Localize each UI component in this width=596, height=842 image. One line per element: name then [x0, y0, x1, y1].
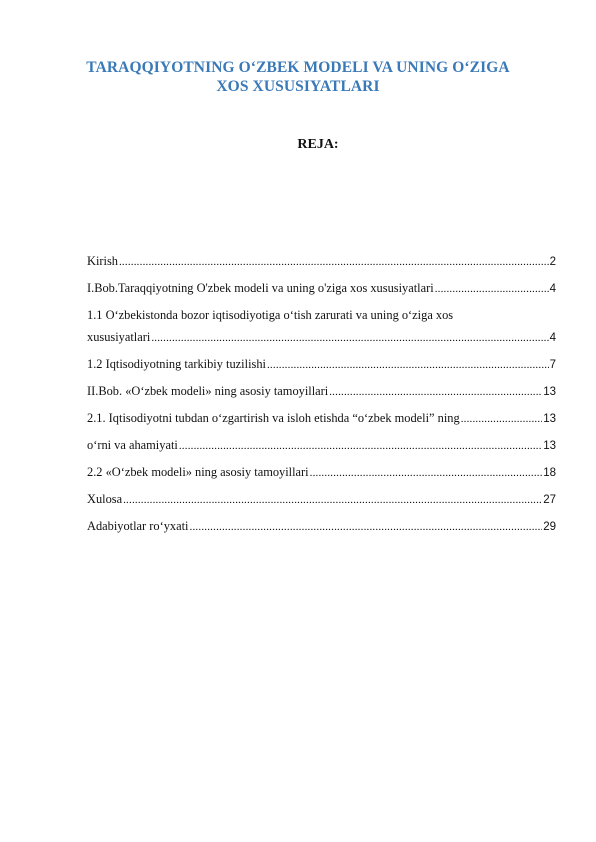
toc-entry-text: 2.1. Iqtisodiyotni tubdan o‘zgartirish va isloh etishda “o‘zbek modeli” ning [87, 411, 460, 425]
toc-entry-xulosa[interactable] [87, 491, 556, 507]
toc-entry-text: xususiyatlari [87, 330, 151, 344]
toc-dot-leader [329, 384, 542, 399]
toc-entry-2-2[interactable] [87, 464, 556, 480]
toc-entry-2-1[interactable] [87, 410, 556, 426]
toc-dot-leader [123, 492, 542, 507]
toc-page-number: 13 [543, 413, 556, 425]
toc-page-number: 2 [549, 256, 556, 268]
toc-page-number: 18 [543, 467, 556, 479]
toc-entry-text: Kirish [87, 254, 118, 268]
toc-entry-1-1-first-line[interactable]: 1.1 O‘zbekistonda bozor iqtisodiyotiga o‘tish zarurati va uning o‘ziga xos [87, 308, 454, 322]
toc-dot-leader [151, 330, 548, 345]
table-of-contents [87, 253, 556, 545]
document-title-line-1: TARAQQIYOTNING O‘ZBEK MODELI VA UNING O‘ZIGA [86, 59, 510, 76]
toc-entry-1-1[interactable] [87, 329, 556, 345]
toc-dot-leader [310, 465, 543, 480]
toc-page-number: 4 [549, 283, 556, 295]
toc-page-number: 29 [543, 521, 556, 533]
toc-entry-text: Adabiyotlar ro‘yxati [87, 519, 189, 533]
toc-entry-kirish[interactable] [87, 253, 556, 269]
toc-entry-adabiyotlar[interactable] [87, 518, 556, 534]
toc-entry-1-2[interactable] [87, 356, 556, 372]
toc-entry-text: 2.2 «O‘zbek modeli» ning asosiy tamoyillari [87, 465, 309, 479]
toc-entry-chapter-1[interactable] [87, 280, 556, 296]
toc-entry-text: o‘rni va ahamiyati [87, 438, 178, 452]
toc-dot-leader [119, 254, 549, 269]
toc-dot-leader [179, 438, 542, 453]
toc-entry-text: II.Bob. «O‘zbek modeli» ning asosiy tamoyillari [87, 384, 329, 398]
toc-page-number: 4 [549, 332, 556, 344]
toc-page-number: 7 [549, 359, 556, 371]
document-title [60, 58, 536, 96]
toc-dot-leader [435, 281, 549, 296]
toc-entry-chapter-2[interactable] [87, 383, 556, 399]
toc-page-number: 13 [543, 440, 556, 452]
toc-page-number: 13 [543, 386, 556, 398]
plan-heading: REJA: [297, 137, 339, 152]
toc-dot-leader [190, 519, 543, 534]
toc-entry-2-1-continued[interactable] [87, 437, 556, 453]
toc-entry-text: I.Bob.Taraqqiyotning O'zbek modeli va uning o'ziga xos xususiyatlari [87, 281, 434, 295]
toc-page-number: 27 [543, 494, 556, 506]
toc-entry-text: Xulosa [87, 492, 123, 506]
toc-dot-leader [461, 411, 543, 426]
document-title-line-2: XOS XUSUSIYATLARI [216, 78, 380, 95]
toc-dot-leader [267, 357, 549, 372]
toc-entry-text: 1.2 Iqtisodiyotning tarkibiy tuzilishi [87, 357, 266, 371]
